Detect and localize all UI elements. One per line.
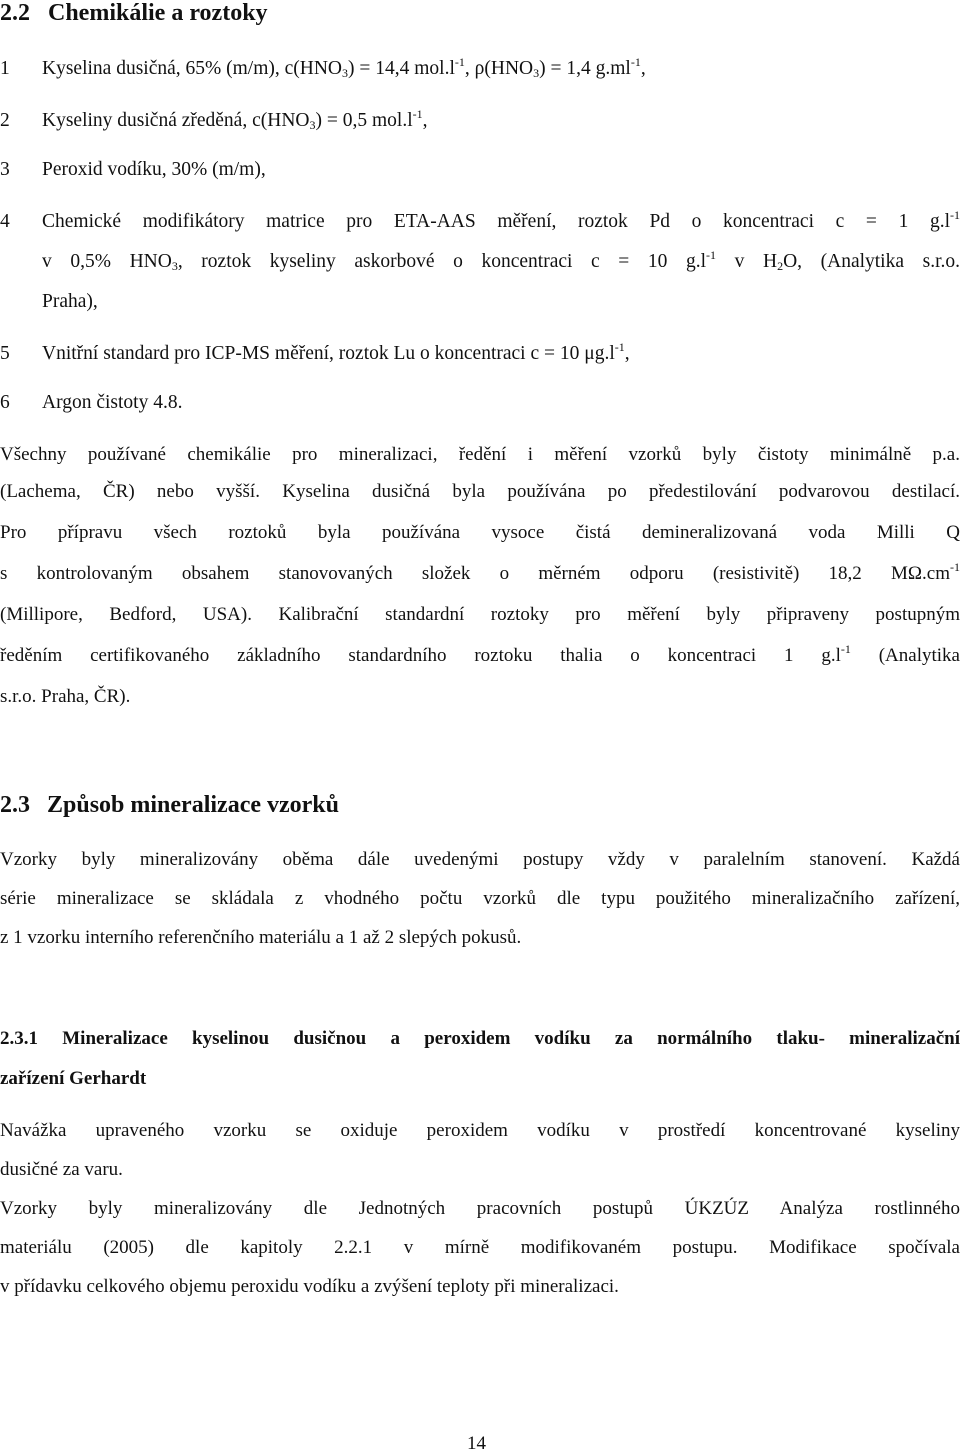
list-item-number: 1 [0,58,10,79]
list-item-text: ) = 1,4 g.ml [539,58,631,79]
list-item-text: , [640,58,646,79]
list-item-text: , [624,343,630,364]
list-item-text: v 0,5% HNO [42,251,172,272]
superscript: -1 [614,340,625,354]
paragraph-line: (Millipore, Bedford, USA). Kalibrační standardní roztoky pro měření byly připraveny postupným [0,604,960,625]
subscript: 3 [533,66,540,80]
subscript: 3 [171,259,178,273]
section-heading-2-3-1-continued: zařízení Gerhardt [0,1068,147,1089]
list-item [0,210,960,234]
list-item [0,57,646,81]
superscript: -1 [950,208,960,222]
section-number: 2.2 [0,0,30,26]
paragraph-line: (Lachema, ČR) nebo vyšší. Kyselina dusičná byla používána po předestilování podvarovou destilací. [0,481,960,502]
page-number: 14 [467,1433,486,1454]
section-number: 2.3 [0,792,30,818]
list-item-text: Praha), [42,291,98,312]
list-item-text: ) = 14,4 mol.l [348,58,455,79]
list-item-text: Chemické modifikátory matrice pro ETA-AAS měření, roztok Pd o koncentraci c = 1 g.l [42,211,950,232]
list-item-text: Argon čistoty 4.8. [42,392,183,413]
list-item [0,391,182,415]
section-heading-2-2 [0,0,268,27]
paragraph-line [0,642,960,667]
superscript: -1 [630,55,641,69]
paragraph-line: s.r.o. Praha, ČR). [0,686,131,707]
list-item-line [42,250,960,274]
paragraph-line: z 1 vzorku interního referenčního materiálu a 1 až 2 slepých pokusů. [0,927,522,948]
paragraph-line [0,560,960,585]
list-item-text: , roztok kyseliny askorbové o koncentraci c = 10 g.l [177,251,707,272]
paragraph-line: materiálu (2005) dle kapitoly 2.2.1 v mírně modifikovaném postupu. Modifikace spočívala [0,1237,960,1258]
subscript: 3 [342,66,349,80]
paragraph-line: Navážka upraveného vzorku se oxiduje peroxidem vodíku v prostředí koncentrované kyseliny [0,1120,960,1141]
list-item-number: 5 [0,343,10,364]
list-item [0,342,630,366]
superscript: -1 [840,642,851,656]
subscript: 2 [777,259,784,273]
section-title: Způsob mineralizace vzorků [47,792,339,818]
paragraph-line: Vzorky byly mineralizovány oběma dále uvedenými postupy vždy v paralelním stanovení. Každá [0,849,960,870]
list-item-number: 3 [0,159,10,180]
superscript: -1 [412,107,423,121]
list-item [0,109,428,133]
list-item-text: v H [716,251,778,272]
superscript: -1 [454,55,465,69]
list-item-number: 6 [0,392,10,413]
superscript: -1 [950,560,960,574]
list-item-text: , [422,110,428,131]
list-item [0,158,266,182]
paragraph-line: Všechny používané chemikálie pro mineralizaci, ředění i měření vzorků byly čistoty minimálně p.a. [0,444,960,465]
list-item-text: O, (Analytika s.r.o. [783,251,960,272]
paragraph-line: dusičné za varu. [0,1159,123,1180]
list-item-text: , ρ(HNO [464,58,534,79]
list-item-number: 4 [0,211,10,232]
list-item-text: Kyselina dusičná, 65% (m/m), c(HNO [42,58,343,79]
list-item-number: 2 [0,110,10,131]
paragraph-line: Vzorky byly mineralizovány dle Jednotných pracovních postupů ÚKZÚZ Analýza rostlinného [0,1198,960,1219]
list-item-text: Peroxid vodíku, 30% (m/m), [42,159,266,180]
paragraph-line: Pro přípravu všech roztoků byla používána vysoce čistá demineralizovaná voda Milli Q [0,522,960,543]
section-heading-2-3 [0,792,339,819]
section-title: Chemikálie a roztoky [48,0,268,26]
list-item-line [42,290,98,314]
list-item-text: Kyseliny dusičná zředěná, c(HNO [42,110,310,131]
paragraph-line: v přídavku celkového objemu peroxidu vodíku a zvýšení teploty při mineralizaci. [0,1276,619,1297]
list-item-text: Vnitřní standard pro ICP-MS měření, roztok Lu o koncentraci c = 10 μg.l [42,343,615,364]
list-item-line [42,210,960,234]
subscript: 3 [309,118,316,132]
paragraph-text: s kontrolovaným obsahem stanovovaných složek o měrném odporu (resistivitě) 18,2 MΩ.cm [0,563,950,584]
superscript: -1 [706,248,717,262]
list-item-text: ) = 0,5 mol.l [315,110,413,131]
paragraph-text: (Analytika [850,645,960,666]
paragraph-line: série mineralizace se skládala z vhodného počtu vzorků dle typu použitého mineralizačního zařízení, [0,888,960,909]
section-heading-2-3-1: 2.3.1 Mineralizace kyselinou dusičnou a peroxidem vodíku za normálního tlaku- mineralizační [0,1028,960,1049]
paragraph-text: ředěním certifikovaného základního standardního roztoku thalia o koncentraci 1 g.l [0,645,841,666]
